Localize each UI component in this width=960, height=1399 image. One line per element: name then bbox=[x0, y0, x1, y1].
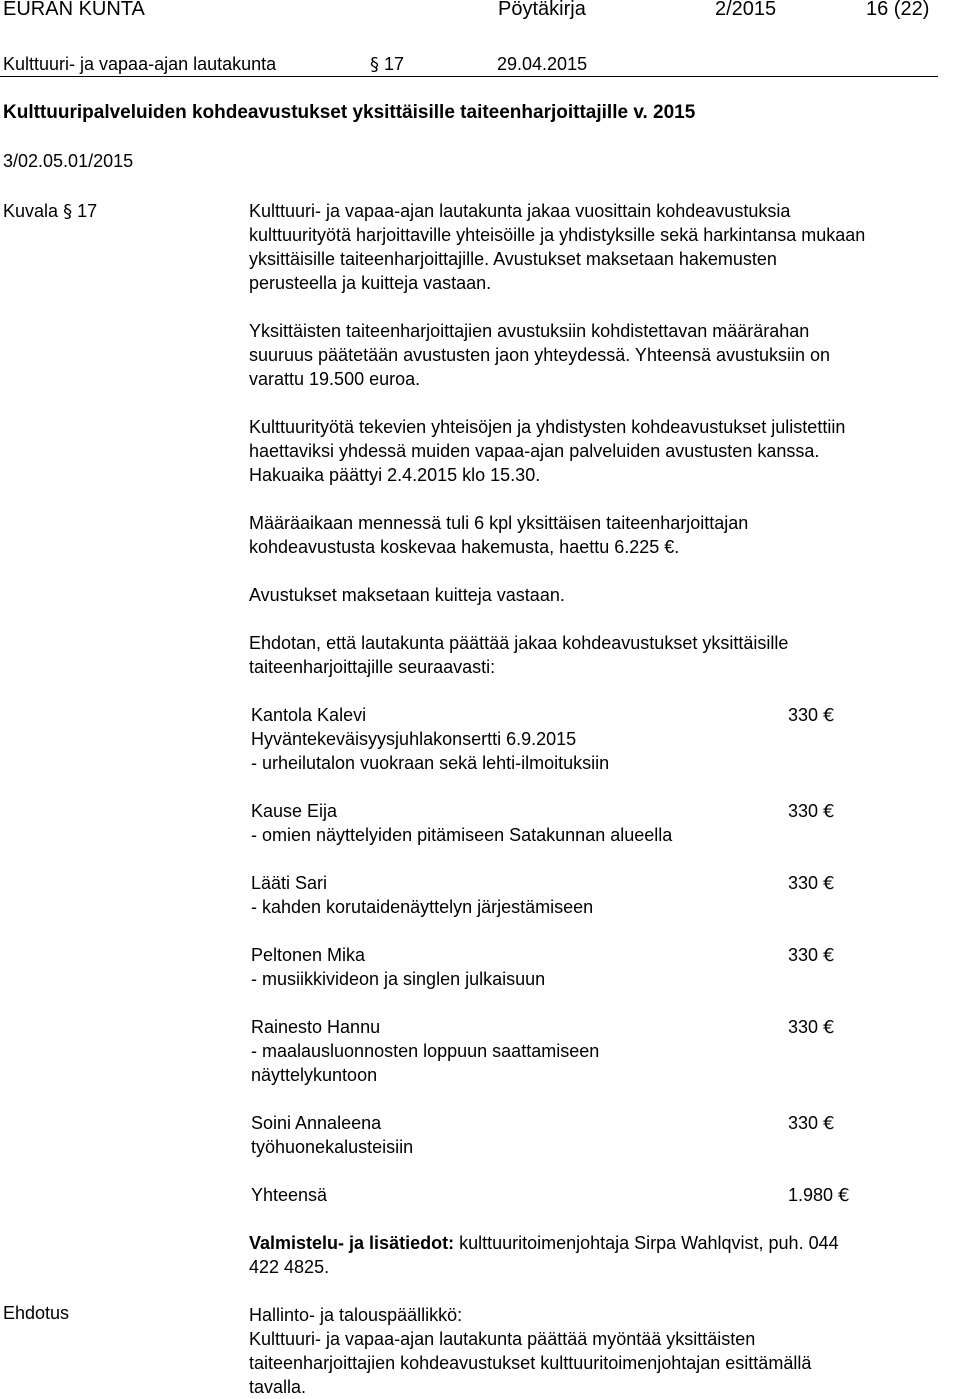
grant-amount: 330 € bbox=[788, 1017, 835, 1038]
case-code: 3/02.05.01/2015 bbox=[3, 151, 134, 171]
ehdotus-text: Hallinto- ja talouspäällikkö: Kulttuuri- ja vapaa-ajan lautakunta päättää myöntää yksittäisten taiteenharjoittajien kohdeavustukset kulttuuritoimenjohtajan esittämällä tavalla. bbox=[249, 1305, 812, 1397]
kuvala-label: Kuvala § 17 bbox=[3, 201, 98, 222]
board-name: Kulttuuri- ja vapaa-ajan lautakunta bbox=[3, 54, 277, 74]
grant-item: Lääti Sari - kahden korutaidenäyttelyn järjestämiseen bbox=[251, 873, 594, 917]
euro-icon: € bbox=[838, 1185, 850, 1206]
contact-label: Valmistelu- ja lisätiedot: bbox=[249, 1233, 455, 1253]
euro-icon: € bbox=[823, 873, 835, 894]
euro-icon: € bbox=[823, 945, 835, 966]
grant-item: Peltonen Mika - musiikkivideon ja singlen julkaisuun bbox=[251, 945, 546, 989]
contact-info: Valmistelu- ja lisätiedot: kulttuuritoimenjohtaja Sirpa Wahlqvist, puh. 044 422 4825. bbox=[249, 1233, 839, 1277]
euro-icon: € bbox=[823, 801, 835, 822]
page-title: Kulttuuripalveluiden kohdeavustukset yksittäisille taiteenharjoittajille v. 2015 bbox=[3, 102, 696, 123]
kuvala-paragraph-5: Avustukset maksetaan kuitteja vastaan. bbox=[249, 585, 565, 605]
kuvala-paragraph-6: Ehdotan, että lautakunta päättää jakaa kohdeavustukset yksittäisille taiteenharjoittajille seuraavasti: bbox=[249, 633, 789, 677]
kuvala-paragraph-3: Kulttuurityötä tekevien yhteisöjen ja yhdistysten kohdeavustukset julistettiin haettaviksi yhdessä muiden vapaa-ajan palveluiden avustusten kanssa. Hakuaika päättyi 2.4.2015 klo 15.30. bbox=[249, 417, 846, 485]
section-sign: § bbox=[370, 54, 379, 75]
grant-amount: 330 € bbox=[788, 1113, 835, 1134]
grant-amount: 330 € bbox=[788, 801, 835, 822]
euro-icon: € bbox=[823, 1017, 835, 1038]
page-number: 16 (22) bbox=[866, 0, 930, 20]
meeting-date: 29.04.2015 bbox=[497, 54, 588, 74]
total-amount: 1.980 € bbox=[788, 1185, 850, 1206]
grant-item: Kause Eija - omien näyttelyiden pitämiseen Satakunnan alueella bbox=[251, 801, 673, 845]
euro-icon: € bbox=[823, 1113, 835, 1134]
grant-amount: 330 € bbox=[788, 705, 835, 726]
municipality-name: EURAN KUNTA bbox=[3, 0, 145, 20]
grant-amount: 330 € bbox=[788, 873, 835, 894]
ehdotus-label: Ehdotus bbox=[3, 1303, 70, 1323]
grant-item: Kantola Kalevi Hyväntekeväisyysjuhlakonsertti 6.9.2015 - urheilutalon vuokraan sekä lehti-ilmoituksiin bbox=[251, 705, 610, 773]
header-divider bbox=[0, 76, 938, 77]
grant-amount: 330 € bbox=[788, 945, 835, 966]
total-label: Yhteensä bbox=[251, 1185, 328, 1205]
kuvala-paragraph-4: Määräaikaan mennessä tuli 6 kpl yksittäisen taiteenharjoittajan kohdeavustusta koskevaa hakemusta, haettu 6.225 €. bbox=[249, 513, 749, 557]
kuvala-paragraph-1: Kulttuuri- ja vapaa-ajan lautakunta jakaa vuosittain kohdeavustuksia kulttuurityötä harjoittaville yhteisöille ja yhdistyksille sekä harkintansa mukaan yksittäisille taiteenharjoittajille. Avustukset maksetaan hakemusten perusteella ja kuitteja vastaan. bbox=[249, 201, 866, 293]
kuvala-paragraph-2: Yksittäisten taiteenharjoittajien avustuksiin kohdistettavan määrärahan suuruus päätetään avustusten jaon yhteydessä. Yhteensä avustuksiin on varattu 19.500 euroa. bbox=[249, 321, 831, 389]
grant-item: Rainesto Hannu - maalausluonnosten loppuun saattamiseen näyttelykuntoon bbox=[251, 1017, 600, 1085]
section-number: § 17 bbox=[370, 54, 405, 75]
euro-icon: € bbox=[823, 705, 835, 726]
document-number: 2/2015 bbox=[715, 0, 777, 20]
grant-item: Soini Annaleena työhuonekalusteisiin bbox=[251, 1113, 414, 1157]
document-type: Pöytäkirja bbox=[498, 0, 586, 20]
